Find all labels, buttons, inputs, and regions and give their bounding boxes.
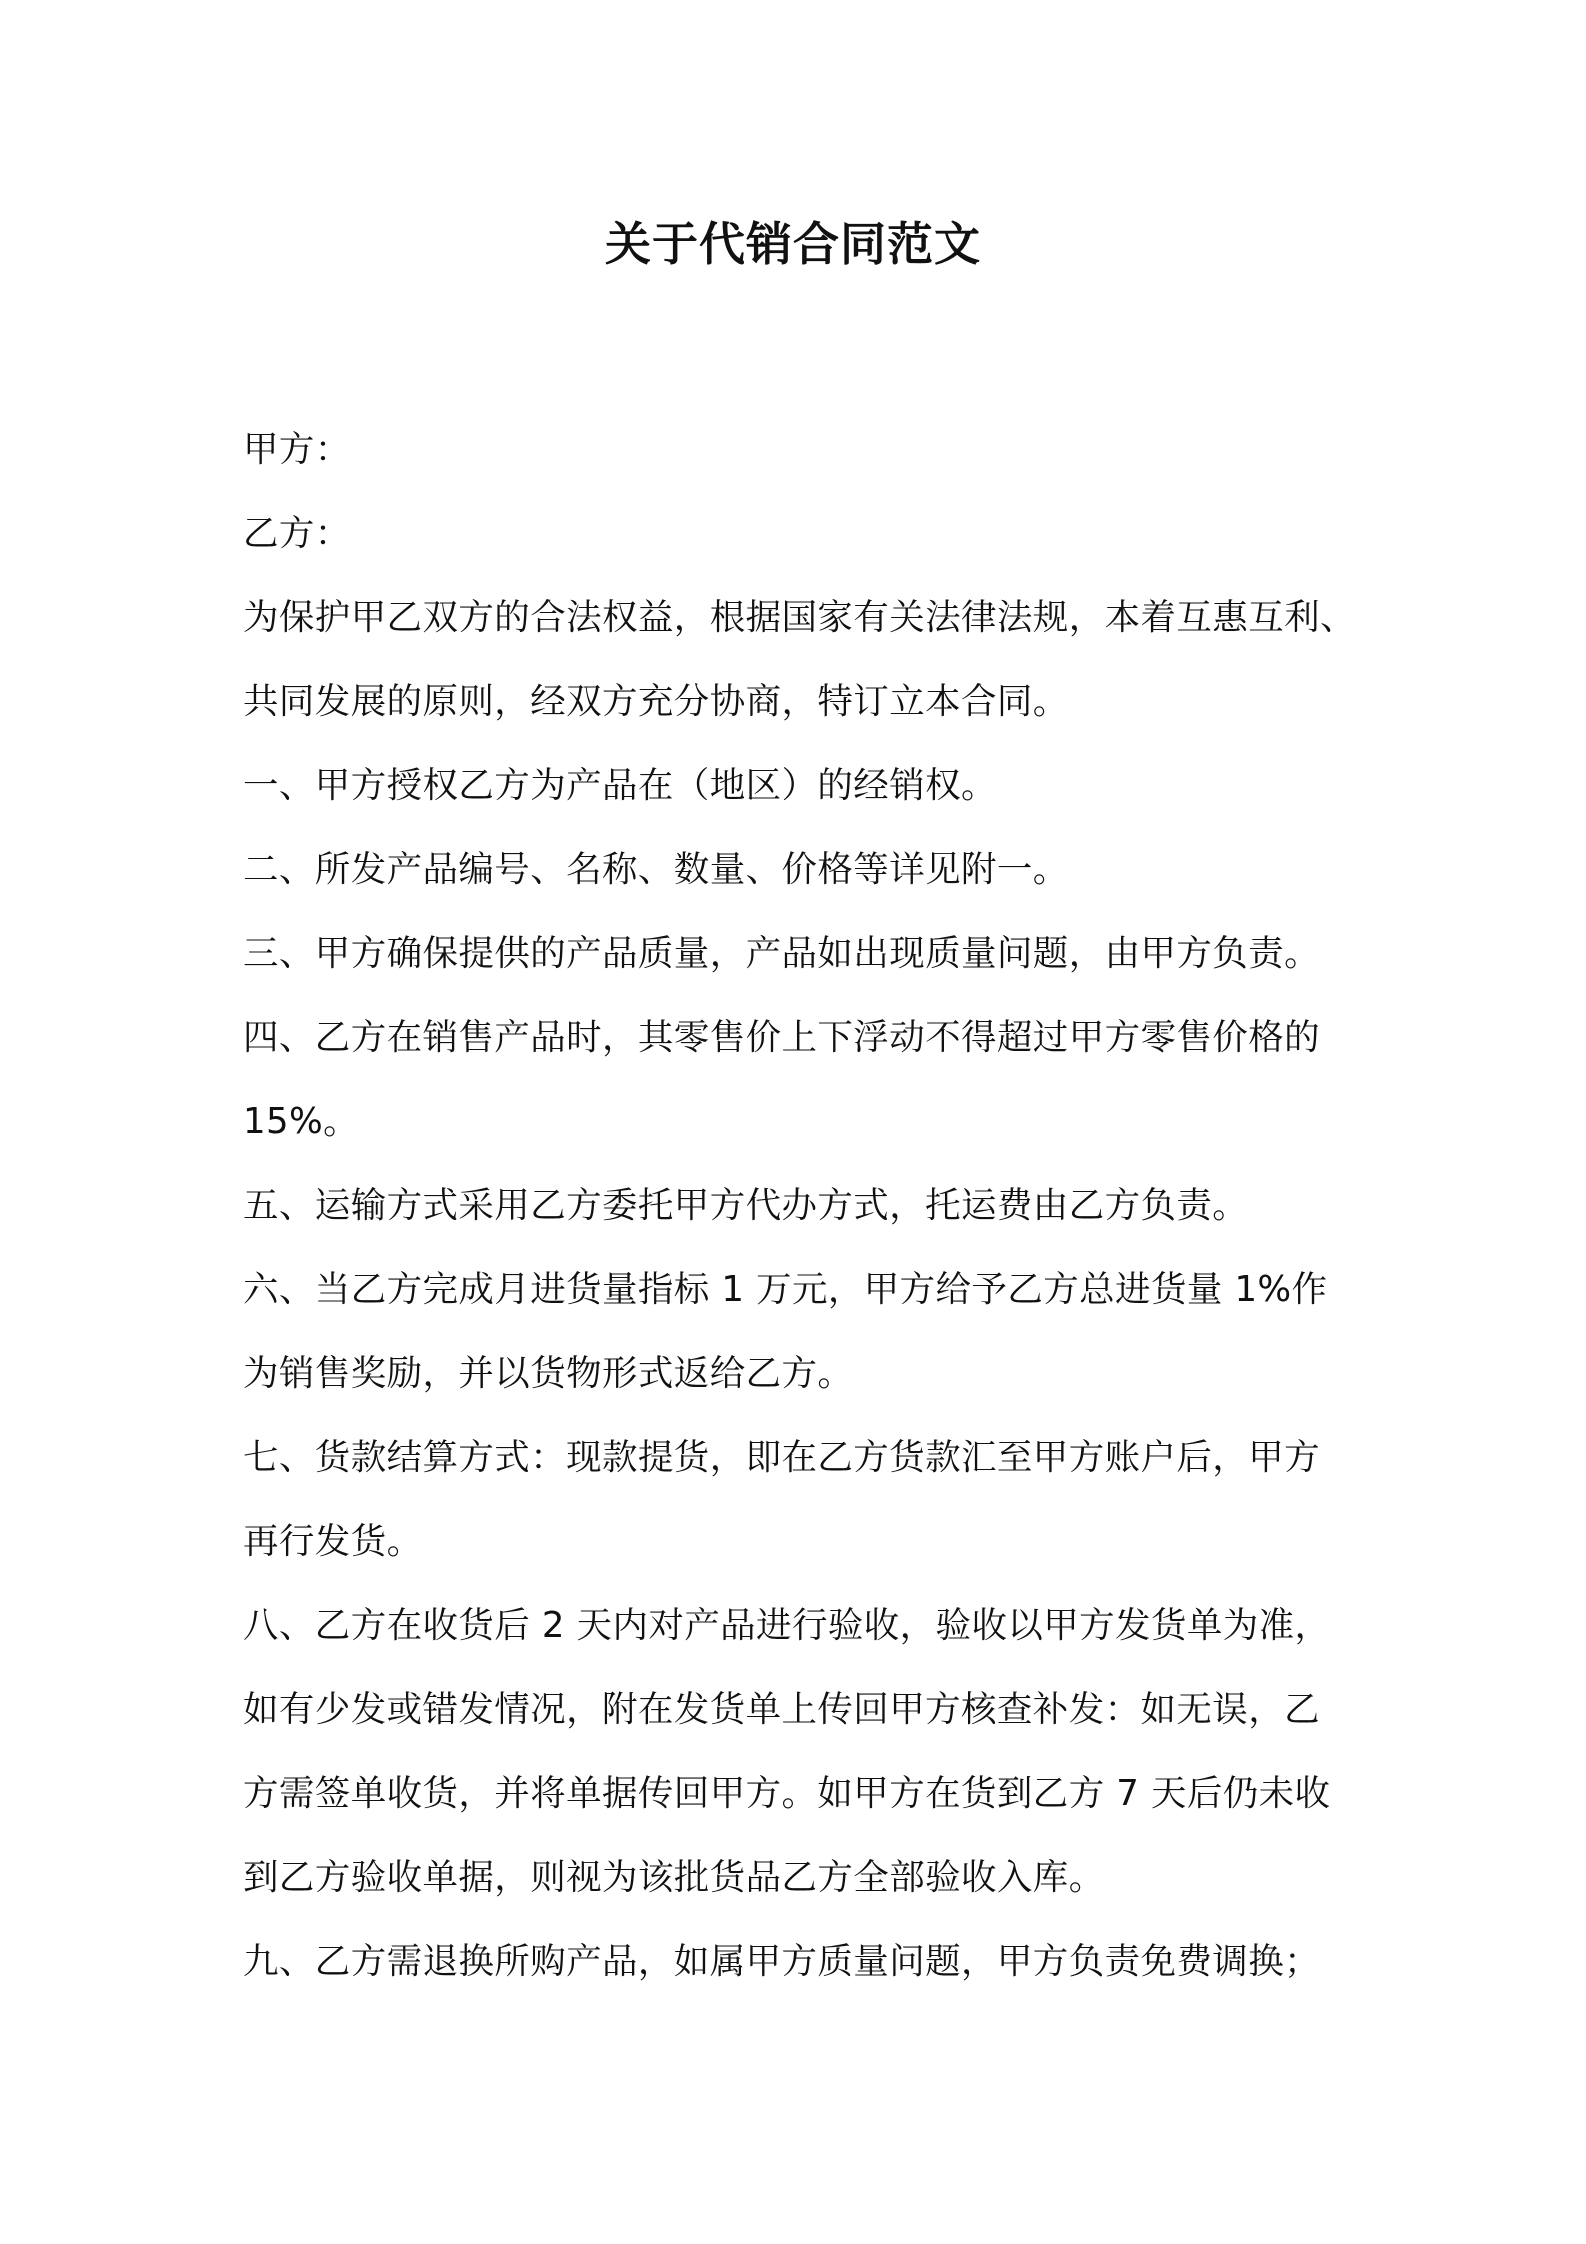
document-title: 关于代销合同范文	[605, 217, 981, 271]
text-line-clause-3: 三、甲方确保提供的产品质量，产品如出现质量问题，由甲方负责。	[243, 933, 1321, 974]
text-line-clause-6a: 六、当乙方完成月进货量指标 1 万元，甲方给予乙方总进货量 1%作	[243, 1269, 1328, 1310]
text-line-preamble-2: 共同发展的原则，经双方充分协商，特订立本合同。	[243, 681, 1069, 722]
text-line-clause-5: 五、运输方式采用乙方委托甲方代办方式，托运费由乙方负责。	[243, 1185, 1249, 1226]
text-line-clause-8a: 八、乙方在收货后 2 天内对产品进行验收，验收以甲方发货单为准，	[243, 1605, 1331, 1646]
text-line-clause-8b: 如有少发或错发情况，附在发货单上传回甲方核查补发：如无误，乙	[243, 1689, 1321, 1730]
text-line-clause-2: 二、所发产品编号、名称、数量、价格等详见附一。	[243, 849, 1069, 890]
text-line-clause-1: 一、甲方授权乙方为产品在（地区）的经销权。	[243, 765, 997, 806]
text-line-preamble-1: 为保护甲乙双方的合法权益，根据国家有关法律法规，本着互惠互利、	[243, 597, 1356, 638]
text-line-party-b: 乙方：	[243, 513, 351, 554]
text-line-clause-7b: 再行发货。	[243, 1521, 423, 1562]
text-line-clause-7a: 七、货款结算方式：现款提货，即在乙方货款汇至甲方账户后，甲方	[243, 1437, 1321, 1478]
text-line-party-a: 甲方：	[243, 429, 351, 470]
text-line-clause-6b: 为销售奖励，并以货物形式返给乙方。	[243, 1353, 854, 1394]
text-line-clause-9: 九、乙方需退换所购产品，如属甲方质量问题，甲方负责免费调换；	[243, 1941, 1321, 1982]
document-body	[243, 408, 1363, 2004]
text-line-clause-8c: 方需签单收货，并将单据传回甲方。如甲方在货到乙方 7 天后仍未收	[243, 1773, 1331, 1814]
text-line-clause-8d: 到乙方验收单据，则视为该批货品乙方全部验收入库。	[243, 1857, 1105, 1898]
text-line-clause-4b: 15%。	[243, 1101, 360, 1142]
text-line-clause-4a: 四、乙方在销售产品时，其零售价上下浮动不得超过甲方零售价格的	[243, 1017, 1321, 1058]
